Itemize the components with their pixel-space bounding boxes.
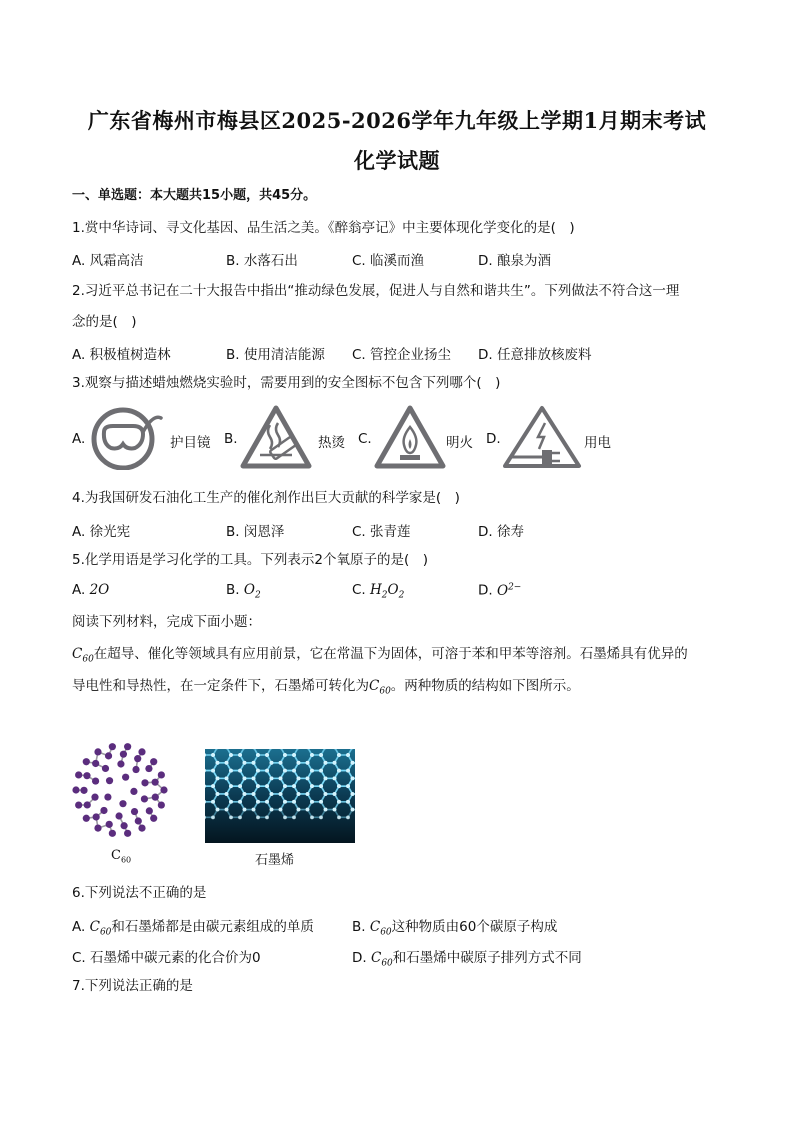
q6-option-d: D. $C_{60}$和石墨烯中碳原子排列方式不同 xyxy=(352,950,582,969)
q4-option-d: D. 徐寿 xyxy=(478,524,524,540)
q2-option-c: C. 管控企业扬尘 xyxy=(352,347,452,363)
q3-stem: 3.观察与描述蜡烛燃烧实验时，需要用到的安全图标不包含下列哪个( ) xyxy=(72,375,501,391)
q7-stem: 7.下列说法正确的是 xyxy=(72,978,193,994)
q6-option-c: C. 石墨烯中碳元素的化合价为0 xyxy=(72,950,261,966)
reading-intro: 阅读下列材料，完成下面小题： xyxy=(72,614,261,630)
q3-option-a-label: 护目镜 xyxy=(170,435,211,451)
q3-option-d-letter: D. xyxy=(486,431,501,447)
graphene-image xyxy=(205,749,355,843)
q3-option-c-label: 明火 xyxy=(446,435,473,451)
q3-option-b-label: 热烫 xyxy=(318,435,345,451)
q3-option-a-letter: A. xyxy=(72,431,86,447)
q5-option-a: A. 2O xyxy=(72,582,110,598)
graphene-caption: 石墨烯 xyxy=(255,853,295,868)
q2-option-b: B. 使用清洁能源 xyxy=(226,347,325,363)
q5-option-d: D. $O^{2-}$ xyxy=(478,582,522,599)
q4-stem: 4.为我国研发石油化工生产的催化剂作出巨大贡献的科学家是( ) xyxy=(72,490,460,506)
q5-stem: 5.化学用语是学习化学的工具。下列表示2个氧原子的是( ) xyxy=(72,552,429,568)
q4-option-b: B. 闵恩泽 xyxy=(226,524,285,540)
goggles-icon xyxy=(87,404,165,470)
hot-surface-icon xyxy=(240,405,312,469)
page-title: 广东省梅州市梅县区2025-2026学年九年级上学期1月期末考试 xyxy=(87,108,707,133)
q5-option-b: B. $O_2$ xyxy=(226,582,261,601)
q6-stem: 6.下列说法不正确的是 xyxy=(72,885,207,901)
q6-option-b: B. $C_{60}$这种物质由60个碳原子构成 xyxy=(352,919,558,938)
q3-option-d-label: 用电 xyxy=(584,435,611,451)
q1-option-a: A. 风霜高洁 xyxy=(72,253,144,269)
material-line2: 导电性和导热性，在一定条件下，石墨烯可转化为$C_{60}$。两种物质的结构如下图所示。 xyxy=(72,678,580,697)
q5-option-c: C. $H_2O_2$ xyxy=(352,582,405,601)
q1-option-b: B. 水落石出 xyxy=(226,253,298,269)
material-line1: $C_{60}$在超导、催化等领域具有应用前景，它在常温下为固体，可溶于苯和甲苯等溶剂。石墨烯具有优异的 xyxy=(72,646,688,665)
c60-molecule-image xyxy=(70,738,170,842)
page-subtitle: 化学试题 xyxy=(354,148,440,173)
q4-option-a: A. 徐光宪 xyxy=(72,524,131,540)
q2-option-a: A. 积极植树造林 xyxy=(72,347,171,363)
q2-option-d: D. 任意排放核废料 xyxy=(478,347,592,363)
q1-option-c: C. 临溪而渔 xyxy=(352,253,425,269)
q2-stem-line1: 2.习近平总书记在二十大报告中指出“推动绿色发展，促进人与自然和谐共生”。下列做法不符合这一理 xyxy=(72,283,680,299)
q3-option-c-letter: C. xyxy=(358,431,372,447)
q3-option-b-letter: B. xyxy=(224,431,238,447)
q2-stem-line2: 念的是( ) xyxy=(72,314,137,330)
open-flame-icon xyxy=(374,405,446,469)
c60-caption: $C_{60}$ xyxy=(111,848,132,865)
q6-option-a: A. $C_{60}$和石墨烯都是由碳元素组成的单质 xyxy=(72,919,314,938)
section-heading: 一、单选题：本大题共15小题，共45分。 xyxy=(72,188,317,203)
electricity-icon xyxy=(502,405,582,469)
q1-stem: 1.赏中华诗词、寻文化基因、品生活之美。《醉翁亭记》中主要体现化学变化的是( ) xyxy=(72,220,575,236)
q4-option-c: C. 张青莲 xyxy=(352,524,411,540)
q1-option-d: D. 酿泉为酒 xyxy=(478,253,551,269)
